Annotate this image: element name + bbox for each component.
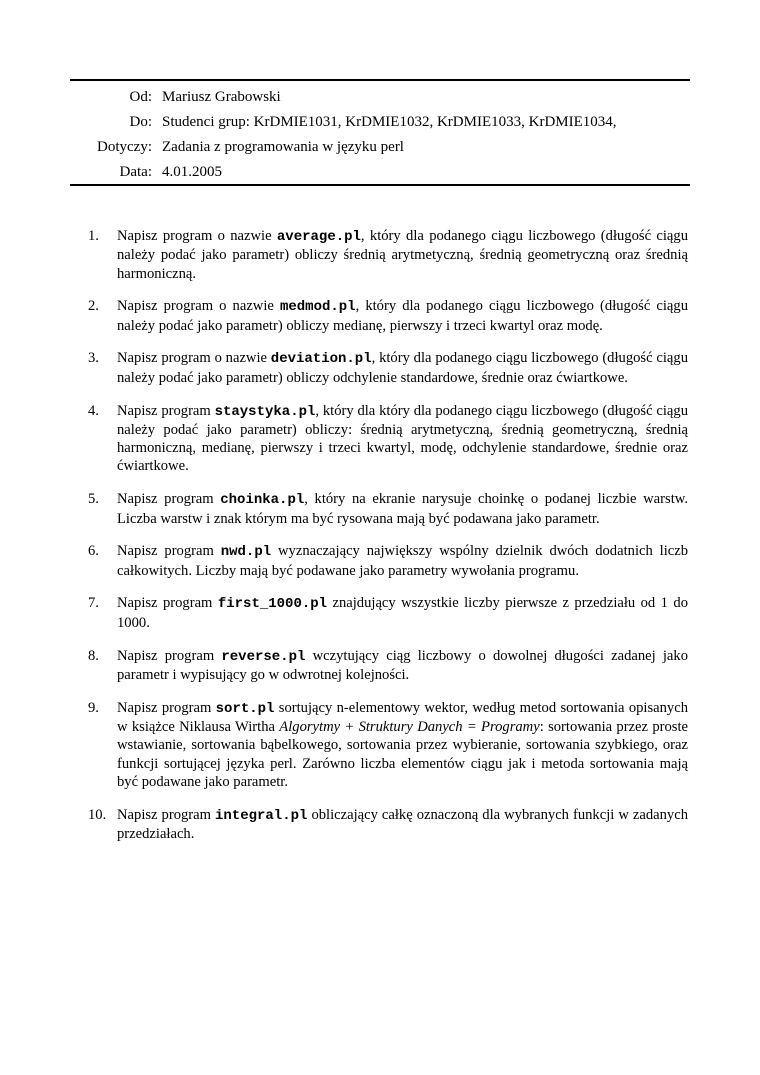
task-text-pre: Napisz program — [117, 699, 216, 716]
task-item — [88, 647, 688, 685]
task-text — [117, 542, 688, 580]
program-name: reverse.pl — [221, 648, 306, 665]
task-item — [88, 490, 688, 528]
task-item — [88, 402, 688, 476]
task-number: 7. — [88, 595, 99, 612]
task-text — [117, 297, 688, 335]
task-item — [88, 297, 688, 335]
task-number: 9. — [88, 699, 99, 716]
program-name: first_1000.pl — [217, 596, 328, 613]
task-item — [88, 699, 688, 791]
subject-value: Zadania z programowania w języku perl — [162, 139, 404, 155]
task-text-post: , który na ekranie narysuje choinkę o podanej liczbie warstw. Liczba warstw i znak którym ma być rysowana mają być podawana jako parametr. — [117, 491, 688, 527]
task-text — [117, 349, 688, 387]
task-item — [88, 227, 688, 283]
task-text-post: znajdujący wszystkie liczby pierwsze z przedziału od 1 do 1000. — [117, 595, 688, 631]
program-name: deviation.pl — [270, 351, 372, 368]
task-list — [88, 227, 688, 858]
header-top-rule — [70, 79, 690, 81]
header-bottom-rule — [70, 184, 690, 186]
program-name: sort.pl — [215, 700, 275, 717]
from-label: Od: — [129, 89, 152, 105]
task-text-post: , który dla podanego ciągu liczbowego (długość ciągu należy podać jako parametr) obliczy odchylenie standardowe, średnie oraz ćwiartkowe. — [117, 350, 688, 386]
task-item — [88, 806, 688, 844]
subject-label: Dotyczy: — [97, 139, 152, 155]
task-text — [117, 227, 688, 283]
task-number: 3. — [88, 350, 99, 367]
task-text — [117, 647, 688, 685]
header-row-date — [70, 160, 690, 185]
task-text-pre: Napisz program — [117, 402, 215, 419]
task-text-pre: Napisz program — [117, 647, 222, 664]
task-text-pre: Napisz program — [117, 543, 221, 560]
task-text-post2: : sortowania przez proste wstawianie, sortowania bąbelkowego, sortowania przez wybieranie, sortowania szybkiego, oraz funkcji sortującej języka perl. Zarówno liczba elementów ciągu jak i metoda sortowania mają być podawane jako parametr. — [117, 718, 688, 790]
task-number: 4. — [88, 402, 99, 419]
task-number: 10. — [88, 806, 107, 823]
date-value: 4.01.2005 — [162, 164, 222, 180]
program-name: nwd.pl — [220, 544, 272, 561]
to-label: Do: — [129, 114, 152, 130]
task-number: 5. — [88, 491, 99, 508]
task-item — [88, 594, 688, 632]
date-label: Data: — [119, 164, 152, 180]
task-text-pre: Napisz program o nazwie — [117, 228, 277, 244]
task-text — [117, 806, 688, 844]
task-item — [88, 542, 688, 580]
program-name: choinka.pl — [220, 492, 305, 509]
task-text — [117, 699, 688, 791]
task-text — [117, 490, 688, 528]
task-number: 6. — [88, 543, 99, 560]
task-item — [88, 349, 688, 387]
task-number: 2. — [88, 298, 99, 315]
task-text-post: sortujący n-elementowy wektor, według metod sortowania opisanych w książce Niklausa Wirtha — [117, 699, 688, 735]
task-number: 8. — [88, 647, 99, 664]
task-text-post: , który dla podanego ciągu liczbowego (długość ciągu należy podać jako parametr) obliczy średnią arytmetyczną, średnią geometryczną oraz średnią harmoniczną. — [117, 228, 688, 282]
task-text — [117, 402, 688, 476]
task-number: 1. — [88, 228, 99, 244]
header-row-to — [70, 110, 690, 135]
task-text — [117, 594, 688, 632]
task-text-pre: Napisz program — [117, 806, 215, 823]
program-name: integral.pl — [215, 807, 308, 824]
task-text-pre: Napisz program o nazwie — [117, 350, 271, 367]
task-text-post: obliczający całkę oznaczoną dla wybranych funkcji w zadanych przedziałach. — [117, 806, 688, 842]
task-text-pre: Napisz program — [117, 595, 218, 612]
task-text-pre: Napisz program o nazwie — [117, 298, 280, 315]
book-title: Algorytmy + Struktury Danych = Programy — [279, 718, 540, 735]
header-row-from — [70, 85, 690, 110]
task-text-post: wyznaczający największy wspólny dzielnik dwóch dodatnich liczb całkowitych. Liczby mają być podawane jako parametry wywołania programu. — [117, 543, 688, 579]
program-name: staystyka.pl — [214, 403, 316, 420]
header-row-subject — [70, 135, 690, 160]
task-text-post: , który dla podanego ciągu liczbowego (długość ciągu należy podać jako parametr) obliczy medianę, pierwszy i trzeci kwartyl oraz modę. — [117, 298, 688, 334]
task-text-pre: Napisz program — [117, 491, 221, 508]
to-value: Studenci grup: KrDMIE1031, KrDMIE1032, KrDMIE1033, KrDMIE1034, — [162, 114, 617, 130]
program-name: medmod.pl — [279, 299, 356, 316]
from-value: Mariusz Grabowski — [162, 89, 281, 105]
task-text-post: , który dla który dla podanego ciągu liczbowego (długość ciągu należy podać jako parametr) obliczy: średnią arytmetyczną, średnią geometryczną, średnią harmoniczną, medianę, pierwszy i trzeci kwartyl, modę, odchylenie standardowe, średnie oraz ćwiartkowe. — [117, 402, 688, 475]
task-text-post: wczytujący ciąg liczbowy o dowolnej długości zadanej jako parametr i wypisujący go w odwrotnej kolejności. — [117, 647, 688, 683]
program-name: average.pl — [276, 229, 361, 245]
memo-header — [70, 85, 690, 185]
